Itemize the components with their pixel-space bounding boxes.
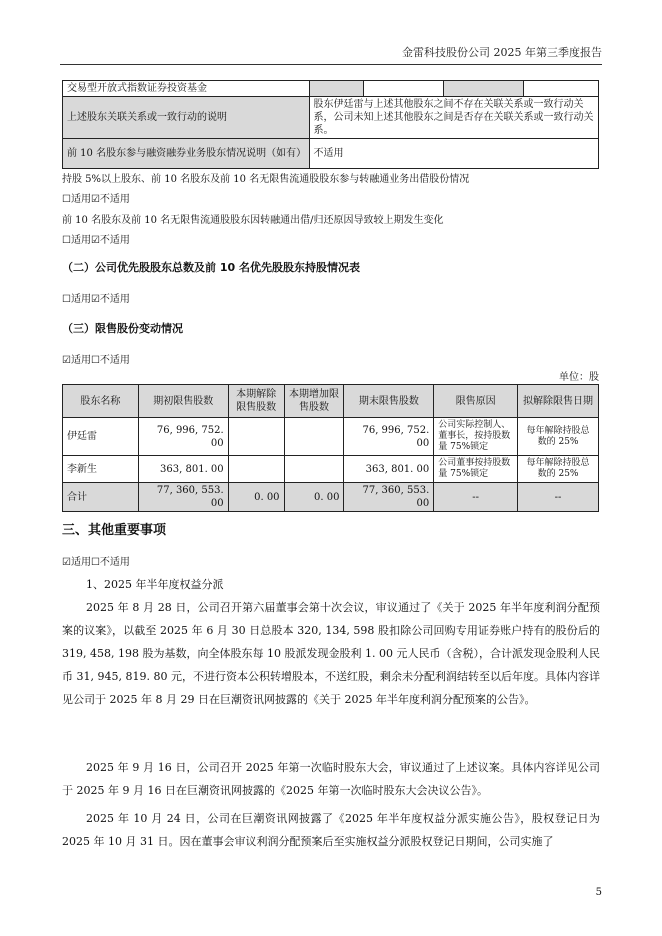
table-cell: 合计	[63, 483, 139, 512]
text-line: 前 10 名股东及前 10 名无限售流通股股东因转融通出借/归还原因导致较上期发生变化	[62, 215, 444, 226]
table-cell: 363, 801. 00	[138, 456, 228, 483]
table-cell: 伊廷雷	[63, 418, 139, 456]
table-cell	[228, 456, 284, 483]
table-cell	[524, 81, 599, 97]
table-cell	[309, 81, 364, 97]
table-header: 拟解除限售日期	[518, 385, 599, 418]
table-cell: 0. 00	[284, 483, 344, 512]
table-header: 本期增加限售股数	[284, 385, 344, 418]
table-header: 限售原因	[434, 385, 518, 418]
section-heading: 三、其他重要事项	[62, 523, 167, 538]
checkbox-status: ☐适用☑不适用	[62, 194, 130, 205]
table-cell	[364, 81, 444, 97]
section-heading: （二）公司优先股股东总数及前 10 名优先股股东持股情况表	[62, 261, 360, 274]
page-number: 5	[595, 887, 602, 898]
item-heading: 1、2025 年半年度权益分派	[86, 578, 224, 591]
table-cell: 公司实际控制人、董事长，按持股数量 75%锁定	[434, 418, 518, 456]
table-row-total	[63, 483, 599, 512]
table-row	[63, 456, 599, 483]
shareholder-relation-table	[62, 80, 599, 169]
table-cell: 0. 00	[228, 483, 284, 512]
checkbox-status: ☑适用☐不适用	[62, 557, 130, 568]
restricted-shares-table	[62, 384, 599, 512]
table-cell: 76, 996, 752. 00	[138, 418, 228, 456]
table-header: 期末限售股数	[344, 385, 434, 418]
table-cell: 每年解除持股总数的 25%	[518, 418, 599, 456]
text-line: 持股 5%以上股东、前 10 名股东及前 10 名无限售流通股股东参与转融通业务出借股份情况	[62, 174, 470, 185]
table-cell	[284, 456, 344, 483]
table-cell: 76, 996, 752. 00	[344, 418, 434, 456]
table-header: 股东名称	[63, 385, 139, 418]
page-header: 金雷科技股份公司 2025 年第三季度报告	[402, 46, 602, 59]
table-cell-label: 上述股东关联关系或一致行动的说明	[63, 97, 310, 139]
table-cell	[228, 418, 284, 456]
table-cell-label: 交易型开放式指数证券投资基金	[63, 81, 310, 97]
table-row	[63, 418, 599, 456]
paragraph: 2025 年 10 月 24 日，公司在巨潮资讯网披露了《2025 年半年度权益分派实施公告》，股权登记日为 2025 年 10 月 31 日。因在董事会审议利润分配预案后至实施权益分派股权登记日期间，公司实施了	[62, 812, 600, 848]
table-cell: --	[518, 483, 599, 512]
table-cell: 77, 360, 553. 00	[344, 483, 434, 512]
table-cell	[444, 81, 524, 97]
table-cell-label: 前 10 名股东参与融资融券业务股东情况说明（如有）	[63, 139, 310, 169]
checkbox-status: ☐适用☑不适用	[62, 235, 130, 246]
checkbox-status: ☐适用☑不适用	[62, 294, 130, 305]
paragraph: 2025 年 9 月 16 日，公司召开 2025 年第一次临时股东大会，审议通过了上述议案。具体内容详见公司于 2025 年 9 月 16 日在巨潮资讯网披露的《2025 年第一次临时股东大会决议公告》。	[62, 761, 600, 797]
table-cell: 李新生	[63, 456, 139, 483]
checkbox-status: ☑适用☐不适用	[62, 355, 130, 366]
table-header: 期初限售股数	[138, 385, 228, 418]
table-cell: --	[434, 483, 518, 512]
unit-label: 单位：股	[559, 372, 599, 383]
header-rule	[60, 64, 602, 65]
table-header: 本期解除限售股数	[228, 385, 284, 418]
table-cell-value: 股东伊廷雷与上述其他股东之间不存在关联关系或一致行动关系，公司未知上述其他股东之间是否存在关联关系或一致行动关系。	[309, 97, 598, 139]
table-cell: 每年解除持股总数的 25%	[518, 456, 599, 483]
table-cell-value: 不适用	[309, 139, 598, 169]
table-cell: 77, 360, 553. 00	[138, 483, 228, 512]
table-cell	[284, 418, 344, 456]
paragraph: 2025 年 8 月 28 日，公司召开第六届董事会第十次会议，审议通过了《关于 2025 年半年度利润分配预案的议案》，以截至 2025 年 6 月 30 日总股本 320, 134, 598 股扣除公司回购专用证券账户持有的股份后的 319, 458, 198 股为基数，向全体股东每 10 股派发现金股利 1. 00 元人民币（含税），合计派发现金股利人民币 31, 945, 819. 80 元，不进行资本公积转增股本，不送红股，剩余未分配利润结转至以后年度。具体内容详见公司于 2025 年 8 月 29 日在巨潮资讯网披露的《关于 2025 年半年度利润分配预案的公告》。	[62, 601, 600, 706]
section-heading: （三）限售股份变动情况	[62, 322, 183, 335]
table-cell: 公司董事按持股数量 75%锁定	[434, 456, 518, 483]
table-cell: 363, 801. 00	[344, 456, 434, 483]
